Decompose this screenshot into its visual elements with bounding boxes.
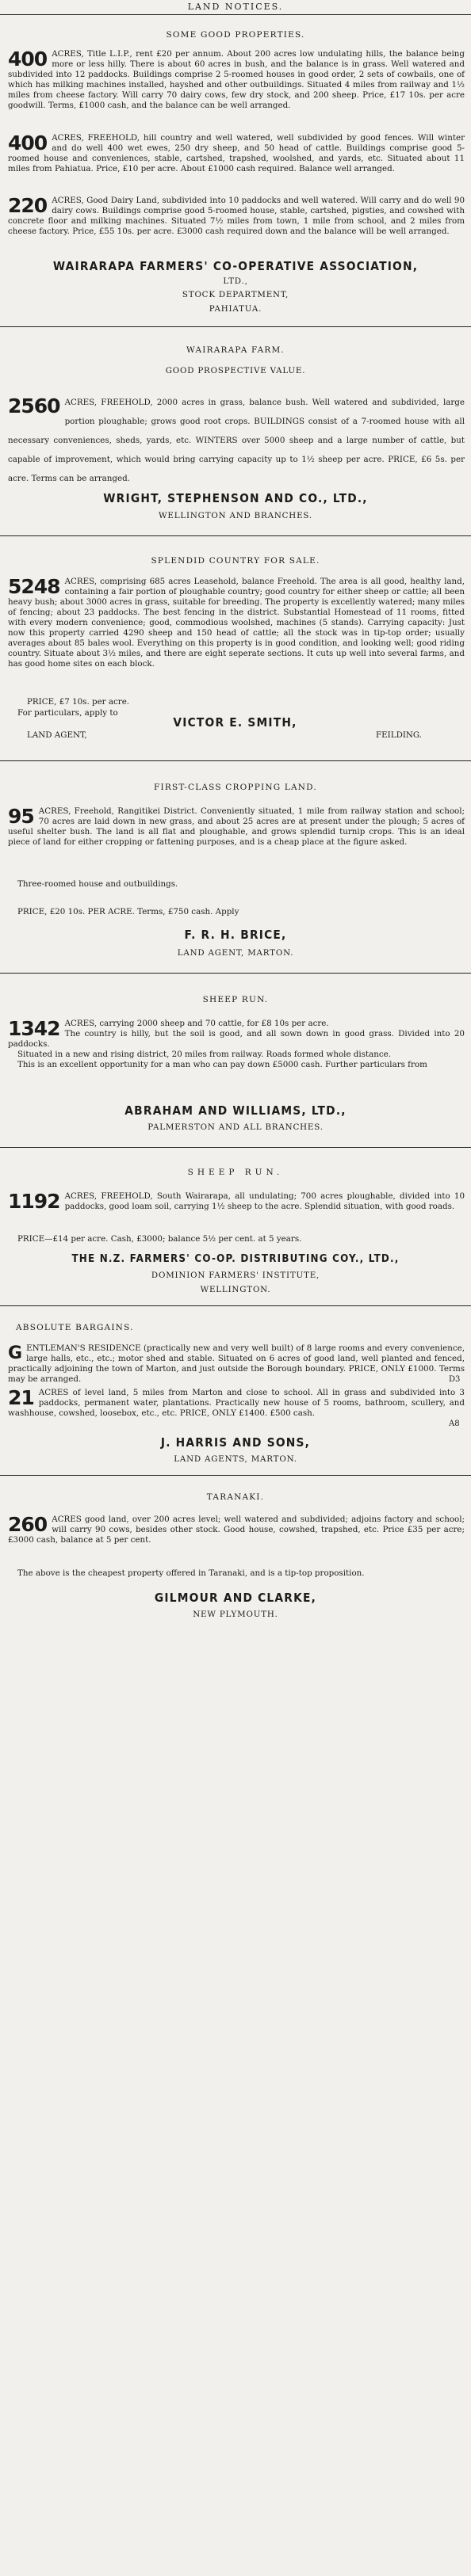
divider xyxy=(0,1305,471,1306)
acreage-number: 1192 xyxy=(8,1190,60,1213)
acreage-number: 2560 xyxy=(8,394,60,417)
listing-95-rangitikei xyxy=(8,806,465,848)
agent-town: PAHIATUA. xyxy=(209,304,262,314)
section-heading: FIRST-CLASS CROPPING LAND. xyxy=(154,783,317,792)
agent-branches: WELLINGTON AND BRANCHES. xyxy=(159,511,312,520)
listing-400-title-lip xyxy=(8,49,465,111)
agent-ltd: LTD., xyxy=(223,276,248,286)
acreage-number: 260 xyxy=(8,1513,48,1536)
section-heading: TARANAKI. xyxy=(206,1492,265,1502)
listing-text: This is an excellent opportunity for a man who can pay down £5000 cash. Further particulars from xyxy=(17,1060,427,1069)
listing-house: Three-roomed house and outbuildings. xyxy=(17,879,178,889)
agent-town: WELLINGTON. xyxy=(200,1285,271,1294)
acreage-number: 220 xyxy=(8,194,48,217)
listing-text: ACRES, Title L.I.P., rent £20 per annum. About 200 acres low undulating hills, the balance being more or less hilly. There is about 60 acres in bush, and the balance is in grass. Well watered and subdivided into 12 paddocks. Buildings comprise 2 5-roomed houses in good order, 2 sets of cowbails, one of which has milking machines installed, hayshed and other outbuildings. Situated 4 miles from railway and 1½ miles from cheese factory. Will carry 70 dairy cows, few dry stock, and 200 sheep. Price, £17 10s. per acre goodwill. Terms, £1000 cash, and the balance can be well arranged. xyxy=(8,49,465,110)
section-subheading: GOOD PROSPECTIVE VALUE. xyxy=(165,366,306,375)
apply-line: For particulars, apply to xyxy=(17,708,118,718)
listing-220-dairy xyxy=(8,196,465,237)
acreage-number: 21 xyxy=(8,1386,34,1409)
listing-21-level-land xyxy=(8,1388,465,1419)
listing-400-freehold-hill xyxy=(8,133,465,174)
listing-text: ACRES good land, over 200 acres level; well watered and subdivided; adjoins factory and school; will carry 90 cows, besides other stock. Good house, cowshed, trapshed, etc. Price £35 per acre; £3000 cash, balance at 5 per cent. xyxy=(8,1515,465,1545)
agent-branches: PALMERSTON AND ALL BRANCHES. xyxy=(147,1122,324,1132)
agent-department: STOCK DEPARTMENT, xyxy=(182,290,289,299)
listing-text: ACRES, FREEHOLD, hill country and well watered, well subdivided by good fences. Will winter and do well 400 wet ewes, 250 dry sheep, and 50 head of cattle. Buildings comprise good 5-roomed house and conveniences, stable, cartshed, trapshed, woolshed, and yards, etc. Situated about 11 miles from Pahiatua. Price, £10 per acre. About £1000 cash required. Balance well arranged. xyxy=(8,133,465,173)
listing-1342-sheep xyxy=(8,1019,465,1070)
listing-260-taranaki xyxy=(8,1515,465,1545)
listing-text: The country is hilly, but the soil is good, and all sown down in good grass. Divided into 20 paddocks. xyxy=(8,1029,465,1049)
agent-name: ABRAHAM AND WILLIAMS, LTD., xyxy=(124,1103,347,1118)
listing-text: Situated in a new and rising district, 20 miles from railway. Roads formed whole distance. xyxy=(17,1050,392,1059)
section-heading: WAIRARAPA FARM. xyxy=(186,345,285,355)
section-heading: SPLENDID COUNTRY FOR SALE. xyxy=(151,556,320,566)
agent-institute: DOMINION FARMERS' INSTITUTE, xyxy=(151,1271,320,1280)
section-heading: SHEEP RUN. xyxy=(202,995,269,1004)
divider xyxy=(0,1147,471,1148)
listing-price: PRICE, £7 10s. per acre. xyxy=(27,697,130,707)
agent-town: NEW PLYMOUTH. xyxy=(193,1610,278,1619)
section-heading: SOME GOOD PROPERTIES. xyxy=(166,30,305,40)
listing-1192-freehold xyxy=(8,1191,465,1212)
listing-5248-leasehold-freehold xyxy=(8,577,465,669)
listing-text: ACRES, Good Dairy Land, subdivided into 10 paddocks and well watered. Will carry and do well 90 dairy cows. Buildings comprise good 5-roomed house, stable, cartshed, pigsties, and cowshed with concrete floor and milking machines. Situated 7½ miles from town, 1 mile from school, and 2 miles from cheese factory. Price, £55 10s. per acre. £3000 cash required down and the balance will be well arranged. xyxy=(8,196,465,236)
divider xyxy=(0,973,471,974)
listing-gentlemans-residence xyxy=(8,1343,465,1385)
ad-code: A8 xyxy=(449,1419,460,1428)
divider xyxy=(0,326,471,327)
agent-name: F. R. H. BRICE, xyxy=(184,928,287,942)
listing-price: PRICE, £20 10s. PER ACRE. Terms, £750 cash. Apply xyxy=(17,907,239,916)
acreage-number: 95 xyxy=(8,805,34,828)
agent-role: LAND AGENT, xyxy=(27,730,87,740)
agent-name: VICTOR E. SMITH, xyxy=(173,715,297,730)
agent-role: LAND AGENTS, MARTON. xyxy=(174,1454,297,1464)
agent-role: LAND AGENT, MARTON. xyxy=(177,948,294,958)
acreage-number: 400 xyxy=(8,131,48,154)
section-heading: ABSOLUTE BARGAINS. xyxy=(16,1323,134,1332)
acreage-number: 1342 xyxy=(8,1017,60,1040)
listing-text: ACRES, comprising 685 acres Leasehold, balance Freehold. The area is all good, healthy land, containing a fair portion of ploughable country; good country for either sheep or cattle; all been heavy bush; about 3000 acres in grass, suitable for breeding. The property is excellently watered; many miles of fencing; about 23 paddocks. The best fencing in the district. Substantial Homestead of 11 rooms, fitted with every modern convenience; good, commodious woolshed, machines (5 stands). Carrying capacity: Just now this property carried 4290 sheep and 150 head of cattle; all the stock was in tip-top order; usually averages about 85 bales wool. Everything on this property is in good condition, and looking well; good riding country. Situate about 3½ miles, and there are eight seperate sections. It cuts up well into several farms, and has good home sites on each block. xyxy=(8,577,465,669)
listing-text: ENTLEMAN'S RESIDENCE (practically new and very well built) of 8 large rooms and every convenience, large halls, etc., etc.; motor shed and stable. Situated on 6 acres of good land, well planted and fenced, practically adjoining the town of Marton, and just outside the Borough boundary. PRICE, ONLY £1000. Terms may be arranged. xyxy=(8,1343,465,1384)
agent-name: WRIGHT, STEPHENSON AND CO., LTD., xyxy=(103,491,368,505)
divider xyxy=(0,535,471,536)
listing-2560-freehold xyxy=(8,393,465,488)
listing-text: ACRES, carrying 2000 sheep and 70 cattle, for £8 10s per acre. xyxy=(64,1019,329,1028)
agent-name: J. HARRIS AND SONS, xyxy=(160,1435,311,1450)
agent-name: WAIRARAPA FARMERS' CO-OPERATIVE ASSOCIATION, xyxy=(52,259,419,273)
divider xyxy=(0,1475,471,1476)
listing-text: ACRES, Freehold, Rangitikei District. Conveniently situated, 1 mile from railway station and school; 70 acres are laid down in new grass, and about 25 acres are at present under the plough; 5 acres of useful shelter bush. The land is all flat and ploughable, and grows splendid turnip crops. This is an ideal piece of land for either cropping or fattening purposes, and is a cheap place at the figure asked. xyxy=(8,806,465,847)
acreage-number: 400 xyxy=(8,48,48,70)
drop-cap: G xyxy=(8,1343,22,1363)
agent-name: GILMOUR AND CLARKE, xyxy=(154,1591,317,1605)
masthead: LAND NOTICES. xyxy=(187,2,284,12)
acreage-number: 5248 xyxy=(8,575,60,598)
agent-town: FEILDING. xyxy=(376,730,423,740)
agent-name: THE N.Z. FARMERS' CO-OP. DISTRIBUTING COY., LTD., xyxy=(71,1253,400,1265)
listing-note: The above is the cheapest property offered in Taranaki, and is a tip-top proposition. xyxy=(17,1568,365,1578)
section-heading: SHEEP RUN. xyxy=(187,1168,284,1177)
listing-text: ACRES, FREEHOLD, South Wairarapa, all undulating; 700 acres ploughable, divided into 10 paddocks, good loam soil, carrying 1½ sheep to the acre. Splendid situation, with good roads. xyxy=(64,1191,465,1211)
listing-text: ACRES, FREEHOLD, 2000 acres in grass, balance bush. Well watered and subdivided, large portion ploughable; grows good root crops. BUILDINGS consist of a 7-roomed house with all necessary conveniences, sheds, yards, etc. WINTERS over 5000 sheep and a large number of cattle, but capable of improvement, which would bring carrying capacity up to 1½ sheep per acre. PRICE, £6 5s. per acre. Terms can be arranged. xyxy=(8,398,465,483)
divider xyxy=(0,14,471,15)
listing-text: ACRES of level land, 5 miles from Marton and close to school. All in grass and subdivided into 3 paddocks, permanent water, plantations. Practically new house of 5 rooms, bathroom, scullery, and washhouse, cowshed, loosebox, etc., etc. PRICE, ONLY £1400. £500 cash. xyxy=(8,1388,465,1418)
ad-code: D3 xyxy=(449,1375,461,1384)
listing-price: PRICE—£14 per acre. Cash, £3000; balance 5½ per cent. at 5 years. xyxy=(17,1234,302,1244)
divider xyxy=(0,760,471,761)
